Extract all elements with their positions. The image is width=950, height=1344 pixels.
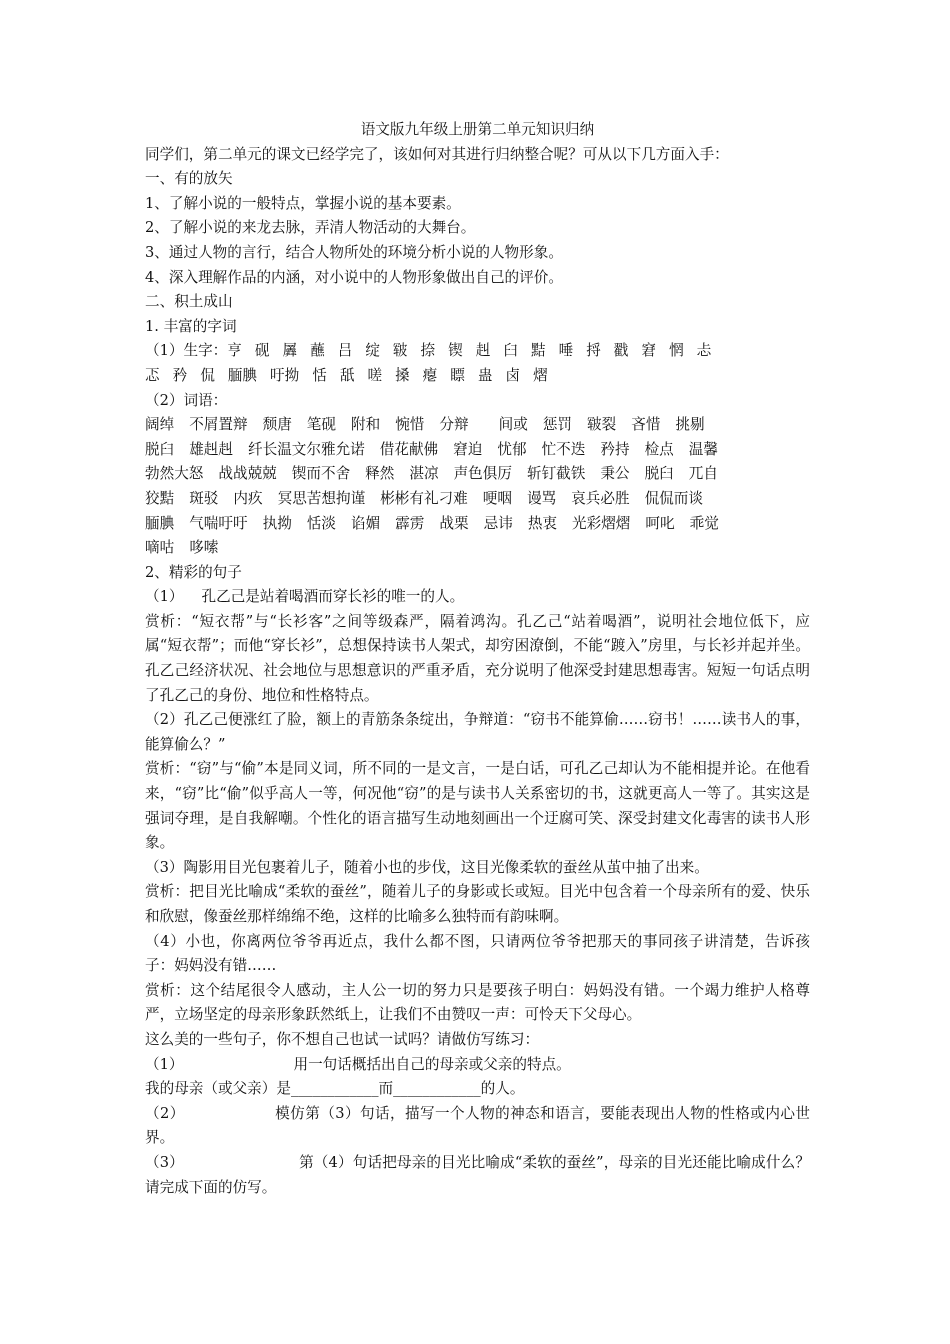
vocab-word: 战战兢兢: [218, 465, 277, 483]
new-character: 瘪: [422, 366, 438, 384]
vocab-word: 纤长温文尔雅允诺: [248, 440, 365, 458]
sentence-3-analysis: 赏析：把目光比喻成“柔软的蚕丝”，随着儿子的身影或长或短。目光中包含着一个母亲所有的爱、快乐和欣慰，像蚕丝那样绵绵不绝，这样的比喻多么独特而有韵味啊。: [145, 883, 810, 925]
vocab-word: 乖觉: [689, 514, 719, 532]
sentence-1-text: 孔乙己是站着喝酒而穿长衫的唯一的人。: [201, 588, 465, 606]
practice-2-label: （2）: [145, 1104, 185, 1122]
new-character: 吕: [337, 342, 353, 360]
sentence-3: （3）陶影用目光包裹着儿子，随着小也的步伐，这目光像柔软的蚕丝从茧中抽了出来。: [145, 858, 709, 876]
practice-1-fill-in: 我的母亲（或父亲）是____________而____________的人。: [145, 1080, 525, 1098]
chars-row-1: [227, 339, 724, 364]
practice-3-label: （3）: [145, 1153, 184, 1171]
new-character: 熠: [533, 366, 548, 384]
vocab-subheading: 1. 丰富的字词: [145, 317, 237, 335]
vocab-word: 哽咽: [482, 489, 512, 507]
document-page: [145, 118, 810, 1200]
vocab-word: 恬淡: [306, 514, 336, 532]
sentences-subheading: 2、精彩的句子: [145, 563, 242, 581]
new-character: 矜: [172, 366, 188, 384]
vocab-word: 兀自: [688, 465, 718, 483]
vocab-word: 雄赳赳: [189, 440, 233, 458]
vocab-word: 不屑置辩: [189, 416, 248, 434]
vocab-word: 秉公: [600, 465, 630, 483]
vocab-word: 附和: [351, 416, 381, 434]
new-character: 唾: [558, 342, 574, 360]
new-character: 蛊: [477, 366, 493, 384]
vocab-word: 嘀咕: [145, 539, 175, 557]
vocab-word: 颓唐: [262, 416, 292, 434]
new-character: 瞟: [450, 366, 465, 384]
new-character: 舐: [339, 366, 355, 384]
practice-3: [145, 1151, 810, 1200]
words-row: [145, 487, 810, 512]
new-character: 搡: [395, 366, 410, 384]
new-character: 恬: [312, 366, 327, 384]
vocab-word: 光彩熠熠: [572, 514, 631, 532]
new-character: 捋: [586, 342, 601, 360]
section1-item: 1、了解小说的一般特点，掌握小说的基本要素。: [145, 194, 461, 212]
new-character: 捺: [420, 342, 436, 360]
vocab-word: 战栗: [439, 514, 469, 532]
new-character: 卤: [505, 366, 521, 384]
new-character: 侃: [200, 366, 215, 384]
new-character: 锲: [448, 342, 463, 360]
new-character: 亨: [227, 342, 242, 360]
vocab-word: 湛凉: [409, 465, 439, 483]
new-character: 嗟: [367, 366, 383, 384]
vocab-word: 惩罚: [542, 416, 573, 434]
vocab-word: 谩骂: [526, 489, 557, 507]
vocab-word: 脱臼: [644, 465, 674, 483]
new-character: 吁拗: [270, 366, 300, 384]
new-character: 窘: [641, 342, 657, 360]
vocab-word: 吝惜: [631, 416, 661, 434]
vocab-word: 彬彬有礼刁难: [380, 489, 468, 507]
vocab-word: 分辩: [439, 416, 469, 434]
practice-1: [145, 1053, 810, 1078]
new-character: 忑: [145, 366, 160, 384]
new-character: 腼腆: [227, 366, 258, 384]
vocab-word: 热衷: [527, 514, 558, 532]
sentence-2: （2）孔乙己便涨红了脸，额上的青筋条条绽出，争辩道：“窃书不能算偷……窃书！……读书人的事，能算偷么？”: [145, 711, 810, 753]
new-character: 臼: [503, 342, 518, 360]
words-row: [145, 536, 810, 561]
words-row: [145, 438, 810, 463]
practice-1-label: （1）: [145, 1055, 184, 1073]
vocab-word: 气喘吁吁: [189, 514, 248, 532]
words-block: [145, 413, 810, 561]
sentence-1-analysis: 赏析：“短衣帮”与“长衫客”之间等级森严，隔着鸿沟。孔乙己“站着喝酒”，说明社会地位低下，应属“短衣帮”；而他“穿长衫”，总想保持读书人架式，却穷困潦倒，不能“踱入”房里，与长衫并起并坐。孔乙己经济状况、社会地位与思想意识的严重矛盾，充分说明了他深受封建思想毒害。短短一句话点明了孔乙己的身份、地位和性格特点。: [145, 612, 810, 704]
vocab-word: 脱臼: [145, 440, 175, 458]
vocab-word: 腼腆: [145, 514, 175, 532]
vocab-word: 斩钉截铁: [526, 465, 586, 483]
vocab-word: 检点: [644, 440, 674, 458]
new-character: 皲: [392, 342, 408, 360]
vocab-word: 忙不迭: [541, 440, 586, 458]
sentence-2-analysis: 赏析：“窃”与“偷”本是同义词，所不同的一是文言，一是白话，可孔乙己却认为不能相提并论。在他看来，“窃”比“偷”似乎高人一等，何况他“窃”的是与读书人关系密切的书，这就更高人一等了。其实这是强词夺理，是自我解嘲。个性化的语言描写生动地刻画出一个迂腐可笑、深受封建文化毒害的读书人形象。: [145, 760, 810, 852]
vocab-word: 谄媚: [351, 514, 381, 532]
vocab-word: 惋惜: [395, 416, 425, 434]
chars-label: （1）生字：: [145, 342, 228, 360]
vocab-word: 勃然大怒: [145, 465, 204, 483]
document-title: 语文版九年级上册第二单元知识归纳: [360, 121, 595, 138]
vocab-word: 霹雳: [395, 514, 425, 532]
vocab-word: 哆嗦: [189, 539, 219, 557]
vocab-word: 冥思苦想拘谨: [277, 489, 366, 507]
vocab-word: 内疚: [233, 489, 263, 507]
vocab-word: 锲而不舍: [291, 465, 351, 483]
new-character: 蘸: [310, 342, 325, 360]
new-character: 赳: [475, 342, 491, 360]
vocab-word: 释然: [365, 465, 395, 483]
vocab-word: 窘迫: [453, 440, 483, 458]
vocab-word: 间或: [498, 416, 528, 434]
section1-item: 3、通过人物的言行，结合人物所处的环境分析小说的人物形象。: [145, 243, 563, 261]
words-label: （2）词语：: [145, 391, 228, 409]
vocab-word: 狡黠: [145, 489, 175, 507]
sentence-1-label: （1）: [145, 588, 184, 606]
practice-2-text: 模仿第（3）句话，描写一个人物的神态和语言，要能表现出人物的性格或内心世界。: [145, 1104, 810, 1147]
vocab-word: 声色俱厉: [453, 465, 512, 483]
vocab-word: 忌讳: [483, 514, 513, 532]
words-row: [145, 462, 810, 487]
new-characters-line-2: [145, 364, 810, 389]
new-character: 忐: [696, 342, 712, 360]
section1-heading: 一、有的放矢: [145, 170, 233, 188]
vocab-word: 笔砚: [306, 416, 336, 434]
new-character: 戳: [613, 342, 629, 360]
new-character: 惘: [669, 342, 684, 360]
vocab-word: 矜持: [600, 440, 630, 458]
new-character: 黠: [530, 342, 546, 360]
vocab-word: 哀兵必胜: [571, 489, 630, 507]
vocab-word: 阔绰: [145, 416, 175, 434]
vocab-word: 斑驳: [189, 489, 219, 507]
words-row: [145, 512, 810, 537]
new-character: 羼: [282, 342, 298, 360]
vocab-word: 借花献佛: [379, 440, 439, 458]
section1-item: 2、了解小说的来龙去脉，弄清人物活动的大舞台。: [145, 219, 476, 237]
section2-heading: 二、积土成山: [145, 293, 233, 311]
sentence-4: （4）小也，你离两位爷爷再近点，我什么都不图，只请两位爷爷把那天的事同孩子讲清楚，告诉孩子：妈妈没有错……: [145, 932, 810, 975]
vocab-word: 呵叱: [645, 514, 675, 532]
sentence-1: [145, 585, 810, 610]
chars-row-2: [145, 364, 561, 389]
vocab-word: 挑剔: [675, 416, 705, 434]
practice-3-text: 第（4）句话把母亲的目光比喻成“柔软的蚕丝”，母亲的目光还能比喻成什么？请完成下面的仿写。: [145, 1153, 810, 1196]
sentence-4-analysis: 赏析：这个结尾很令人感动，主人公一切的努力只是要孩子明白：妈妈没有错。一个竭力维护人格尊严，立场坚定的母亲形象跃然纸上，让我们不由赞叹一声：可怜天下父母心。: [145, 981, 810, 1024]
intro-paragraph: 同学们，第二单元的课文已经学完了，该如何对其进行归纳整合呢？可从以下几方面入手：: [145, 145, 729, 163]
vocab-word: 温馨: [688, 440, 718, 458]
words-row: [145, 413, 810, 438]
practice-intro: 这么美的一些句子，你不想自己也试一试吗？请做仿写练习：: [145, 1030, 540, 1048]
new-characters-line-1: [145, 339, 810, 364]
practice-1-text: 用一句话概括出自己的母亲或父亲的特点。: [293, 1055, 571, 1073]
new-character: 砚: [254, 342, 270, 360]
vocab-word: 执拗: [262, 514, 292, 532]
vocab-word: 侃侃而谈: [644, 489, 703, 507]
practice-2: [145, 1102, 810, 1151]
vocab-word: 忧郁: [497, 440, 527, 458]
section1-item: 4、深入理解作品的内涵，对小说中的人物形象做出自己的评价。: [145, 268, 563, 286]
vocab-word: 皲裂: [587, 416, 617, 434]
new-character: 绽: [365, 342, 380, 360]
